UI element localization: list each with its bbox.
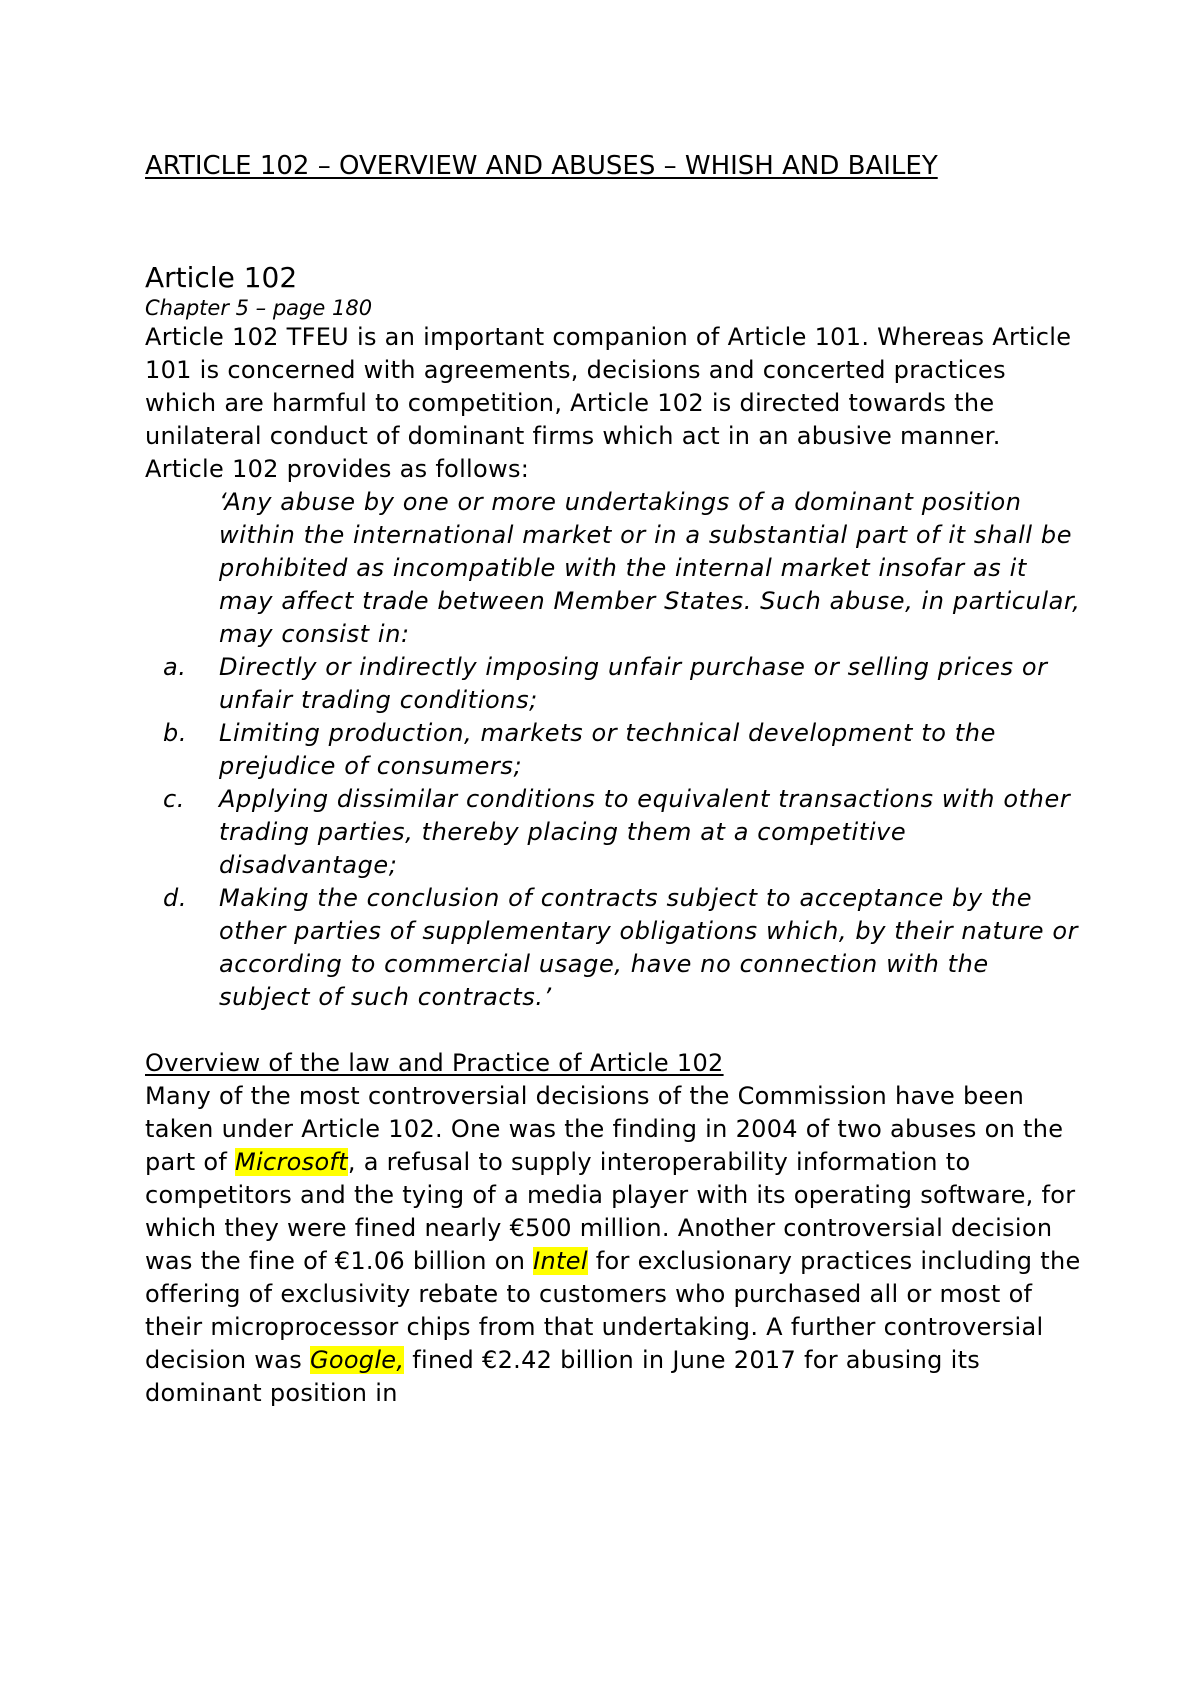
list-item-text: Applying dissimilar conditions to equivalent transactions with other trading parties, thereby placing them at a competitive disadvantage; [219,785,1071,879]
list-item-text: Directly or indirectly imposing unfair purchase or selling prices or unfair trading conditions; [219,653,1048,714]
overview-paragraph [145,1080,1085,1410]
list-marker: c. [163,785,186,813]
highlight-google: Google, [309,1346,405,1374]
document-title: ARTICLE 102 – OVERVIEW AND ABUSES – WHISH AND BAILEY [145,151,938,181]
list-marker: d. [163,884,188,912]
list-item [145,717,1085,783]
list-marker: a. [163,653,187,681]
intro-paragraph: Article 102 TFEU is an important companion of Article 101. Whereas Article 101 is concerned with agreements, decisions and concerted practices which are harmful to competition, Article 102 is directed towards the unilateral conduct of dominant firms which act in an abusive manner. Article 102 provides as follows: [145,323,1072,483]
highlight-microsoft: Microsoft [235,1148,348,1176]
overview-text-2: , a refusal to supply interoperability information to competitors and the tying of a media player with its operating software, for which they were fined nearly €500 million. Another controversial decision was the fine of €1.06 billion on [145,1148,1076,1275]
section-heading: Article 102 [145,261,298,294]
article-quote-list [145,651,1085,1014]
list-item [145,783,1085,882]
list-item-text: Limiting production, markets or technical development to the prejudice of consumers; [219,719,996,780]
overview-text-3: for exclusionary practices including the offering of exclusivity rebate to customers who purchased all or most of their microprocessor chips from that undertaking. A further controversial decision was [145,1247,1081,1374]
list-marker: b. [163,719,188,747]
highlight-intel: Intel [533,1247,588,1275]
chapter-reference: Chapter 5 – page 180 [145,296,373,320]
overview-text-4: fined €2.42 billion in June 2017 for abusing its dominant position in [145,1346,981,1407]
list-item [145,882,1085,1014]
document-page [145,148,1085,1410]
overview-heading: Overview of the law and Practice of Article 102 [145,1049,724,1077]
overview-text-1: Many of the most controversial decisions of the Commission have been taken under Article 102. One was the finding in 2004 of two abuses on the part of [145,1082,1064,1176]
list-item-text: Making the conclusion of contracts subject to acceptance by the other parties of supplementary obligations which, by their nature or according to commercial usage, have no connection with the subject of such contracts.’ [219,884,1079,1011]
article-quote-intro: ‘Any abuse by one or more undertakings of a dominant position within the international market or in a substantial part of it shall be prohibited as incompatible with the internal market insofar as it may affect trade between Member States. Such abuse, in particular, may consist in: [219,488,1081,648]
list-item [145,651,1085,717]
